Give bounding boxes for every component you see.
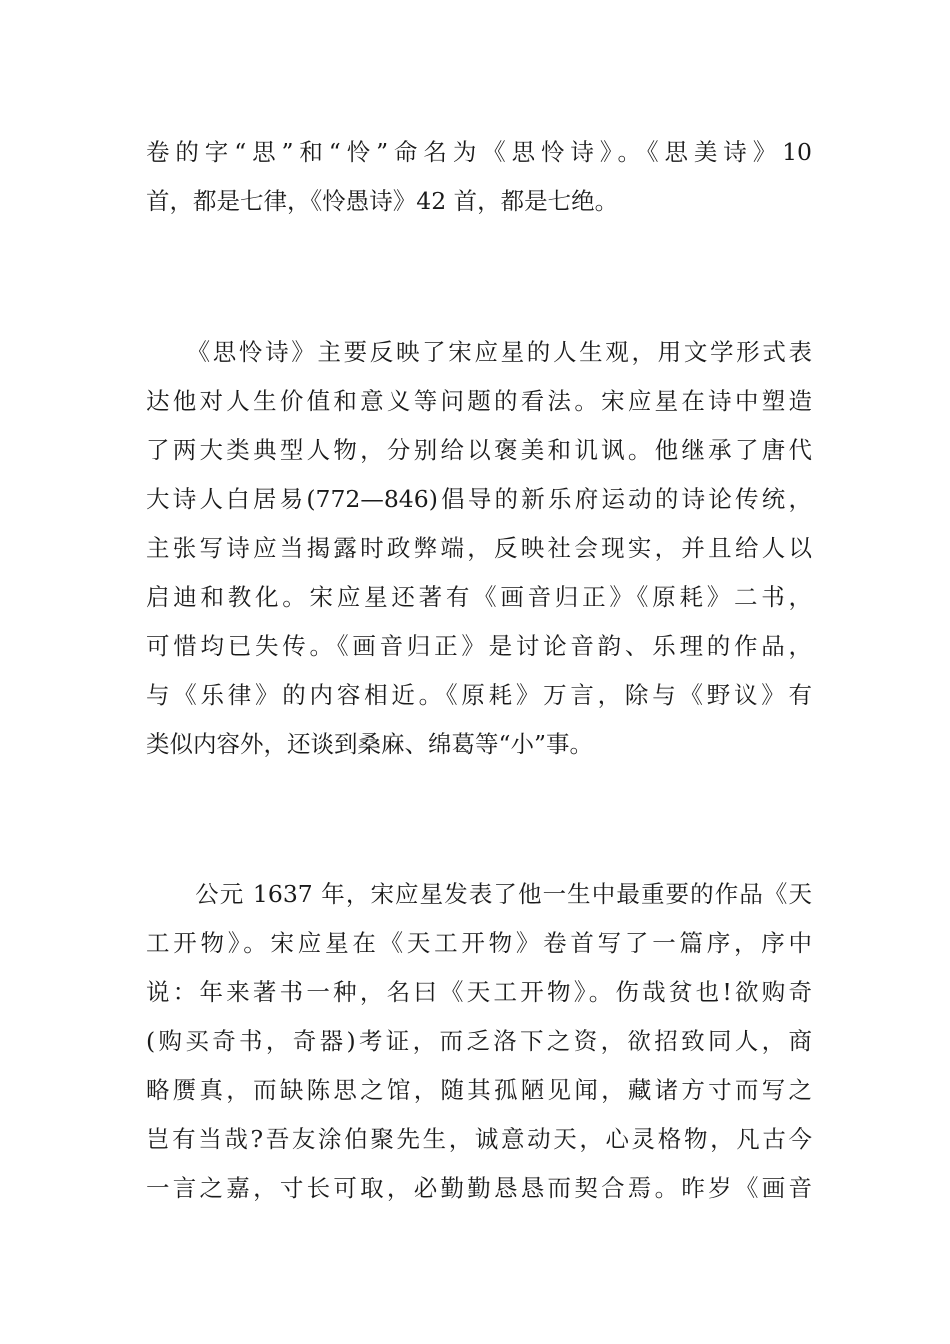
text-line: 大诗人白居易(772—846)倡导的新乐府运动的诗论传统，	[146, 485, 812, 513]
text-line: 卷的字“思”和“怜”命名为《思怜诗》。《思美诗》10	[146, 138, 812, 166]
text-line: 公元 1637 年，宋应星发表了他一生中最重要的作品《天	[146, 880, 812, 908]
text-line: 说：年来著书一种，名曰《天工开物》。伤哉贫也!欲购奇	[146, 978, 812, 1006]
text-line: 了两大类典型人物，分别给以褒美和讥讽。他继承了唐代	[146, 436, 812, 464]
text-line: 启迪和教化。宋应星还著有《画音归正》《原耗》二书，	[146, 583, 812, 611]
text-line: 岂有当哉?吾友涂伯聚先生，诚意动天，心灵格物，凡古今	[146, 1125, 812, 1153]
text-line: 与《乐律》的内容相近。《原耗》万言，除与《野议》有	[146, 681, 812, 709]
text-line: 略赝真，而缺陈思之馆，随其孤陋见闻，藏诸方寸而写之	[146, 1076, 812, 1104]
text-line: 工开物》。宋应星在《天工开物》卷首写了一篇序，序中	[146, 929, 812, 957]
text-line: 一言之嘉，寸长可取，必勤勤恳恳而契合焉。昨岁《画音	[146, 1174, 812, 1202]
text-line: 可惜均已失传。《画音归正》是讨论音韵、乐理的作品，	[146, 632, 812, 660]
text-line: (购买奇书，奇器)考证，而乏洛下之资，欲招致同人，商	[146, 1027, 812, 1055]
text-line: 首，都是七律，《怜愚诗》42 首，都是七绝。	[146, 187, 619, 215]
paragraph-silian-poems	[146, 328, 812, 769]
text-line: 类似内容外，还谈到桑麻、绵葛等“小”事。	[146, 730, 594, 758]
paragraph-tiangong-kaiwu	[146, 870, 812, 1213]
text-line: 《思怜诗》主要反映了宋应星的人生观，用文学形式表	[146, 338, 812, 366]
paragraph-poems-naming	[146, 128, 812, 226]
text-line: 达他对人生价值和意义等问题的看法。宋应星在诗中塑造	[146, 387, 812, 415]
text-line: 主张写诗应当揭露时政弊端，反映社会现实，并且给人以	[146, 534, 812, 562]
